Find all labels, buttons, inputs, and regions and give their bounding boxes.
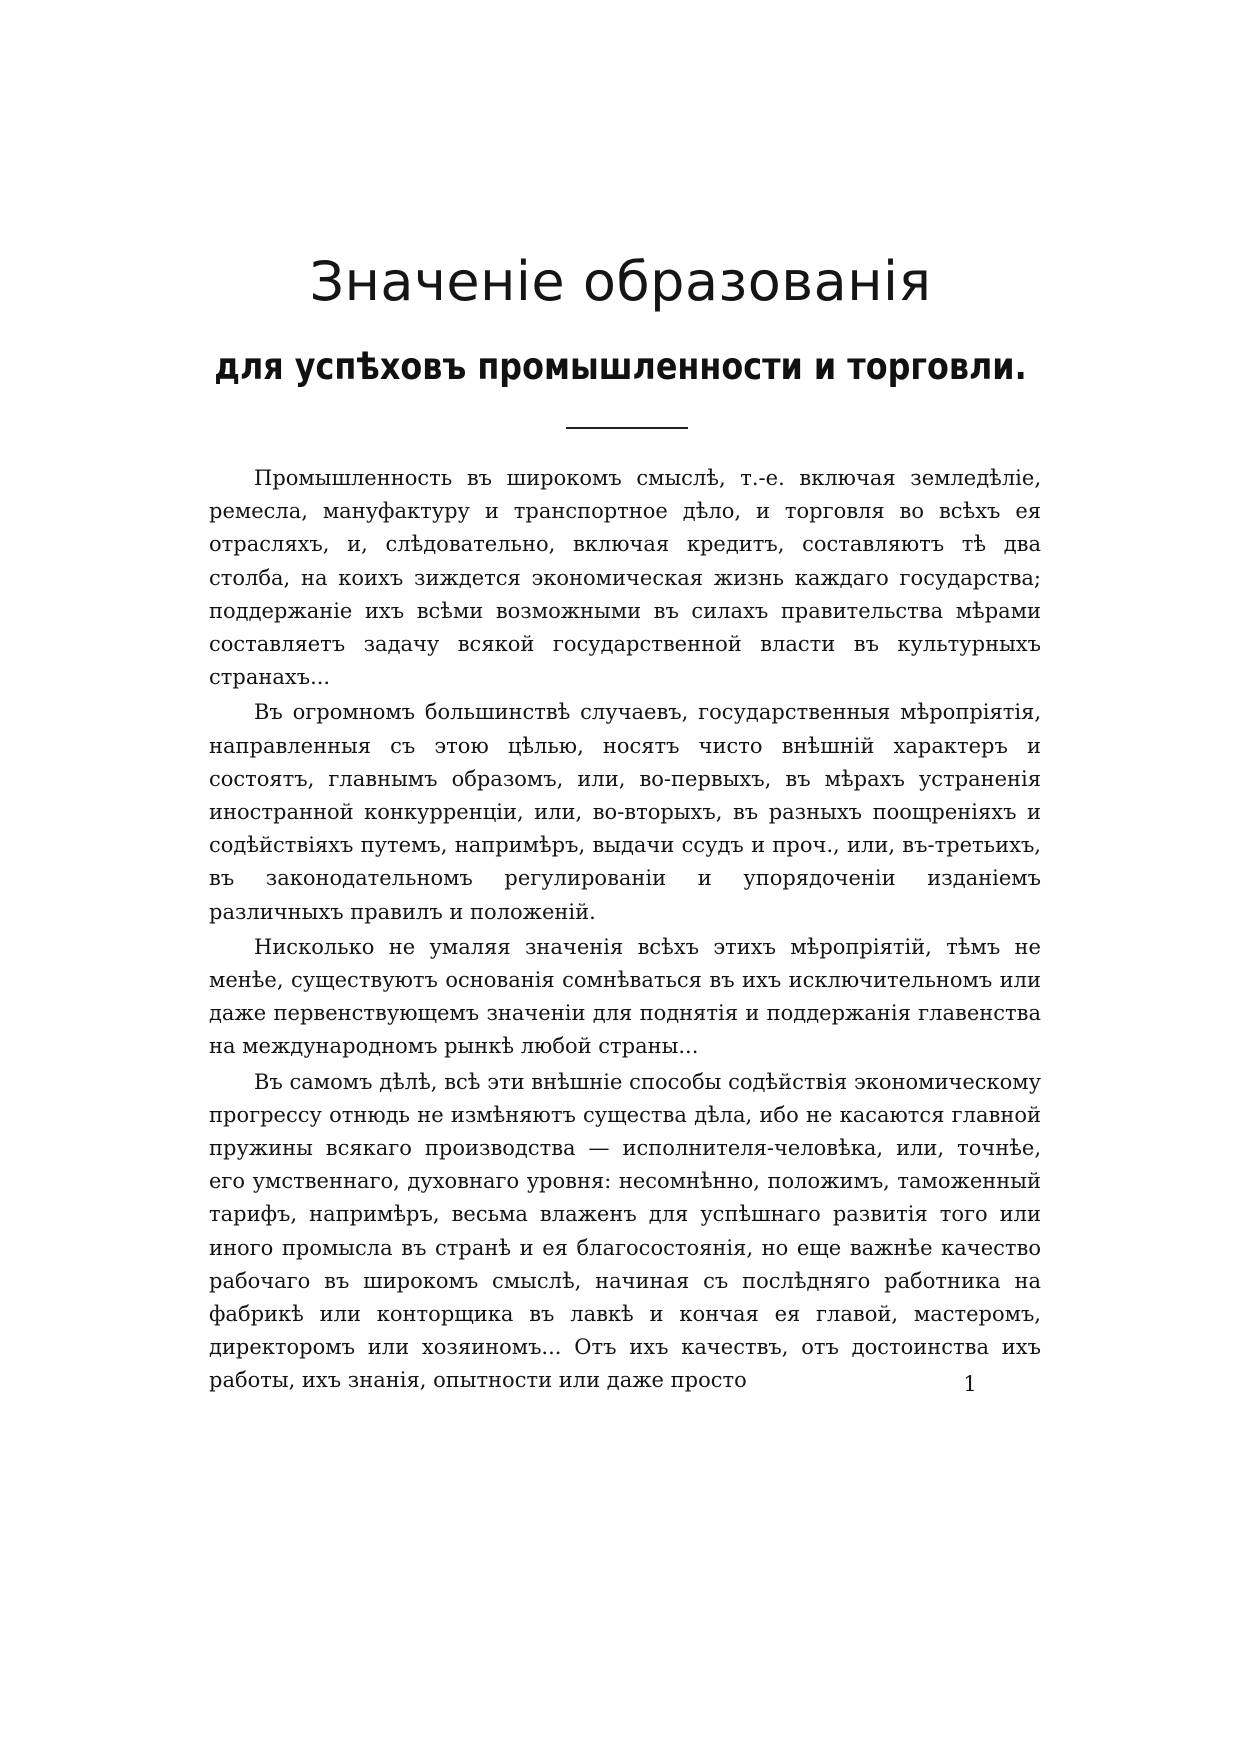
body-text	[209, 462, 1041, 1400]
paragraph-1: Промышленность въ широкомъ смыслѣ, т.-е. включая земледѣліе, ремесла, мануфактуру и транспортное дѣло, и торговля во всѣхъ ея отрасляхъ, и, слѣдовательно, включая кредитъ, составляютъ тѣ два столба, на коихъ зиждется экономическая жизнь каждаго государства; поддержаніе ихъ всѣми возможными въ силахъ правительства мѣрами составляетъ задачу всякой государственной власти въ культурныхъ странахъ...	[209, 466, 1041, 690]
paragraph-4: Въ самомъ дѣлѣ, всѣ эти внѣшніе способы содѣйствія экономическому прогрессу отнюдь не измѣняютъ существа дѣла, ибо не касаются главной пружины всякаго производства — исполнителя-человѣка, или, точнѣе, его умственнаго, духовнаго уровня: несомнѣнно, положимъ, таможенный тарифъ, напримѣръ, весьма влаженъ для успѣшнаго развитія того или иного промысла въ странѣ и ея благосостоянія, но еще важнѣе качество рабочаго въ широкомъ смыслѣ, начиная съ послѣдняго работника на фабрикѣ или конторщика въ лавкѣ и кончая ея главой, мастеромъ, директоромъ или хозяиномъ... Отъ ихъ качествъ, отъ достоинства ихъ работы, ихъ знанія, опытности или даже просто	[209, 1069, 1041, 1393]
page-number: 1	[963, 1372, 977, 1396]
paragraph-3: Нисколько не умаляя значенія всѣхъ этихъ мѣропріятій, тѣмъ не менѣе, существуютъ основанія сомнѣваться въ ихъ исключительномъ или даже первенствующемъ значеніи для поднятія и поддержанія главенства на международномъ рынкѣ любой страны...	[209, 934, 1041, 1059]
page-subtitle: для успѣховъ промышленности и торговли.	[214, 345, 1027, 388]
page-title: Значеніе образованія	[309, 250, 932, 313]
paragraph-2: Въ огромномъ большинствѣ случаевъ, государственныя мѣропріятія, направленныя съ этою цѣлью, носятъ чисто внѣшній характеръ и состоятъ, главнымъ образомъ, или, во-первыхъ, въ мѣрахъ устраненія иностранной конкурренціи, или, во-вторыхъ, въ разныхъ поощреніяхъ и содѣйствіяхъ путемъ, напримѣръ, выдачи ссудъ и проч., или, въ-третьихъ, въ законодательномъ регулированіи и упорядоченіи изданіемъ различныхъ правилъ и положеній.	[209, 700, 1041, 924]
title-divider	[566, 427, 688, 429]
